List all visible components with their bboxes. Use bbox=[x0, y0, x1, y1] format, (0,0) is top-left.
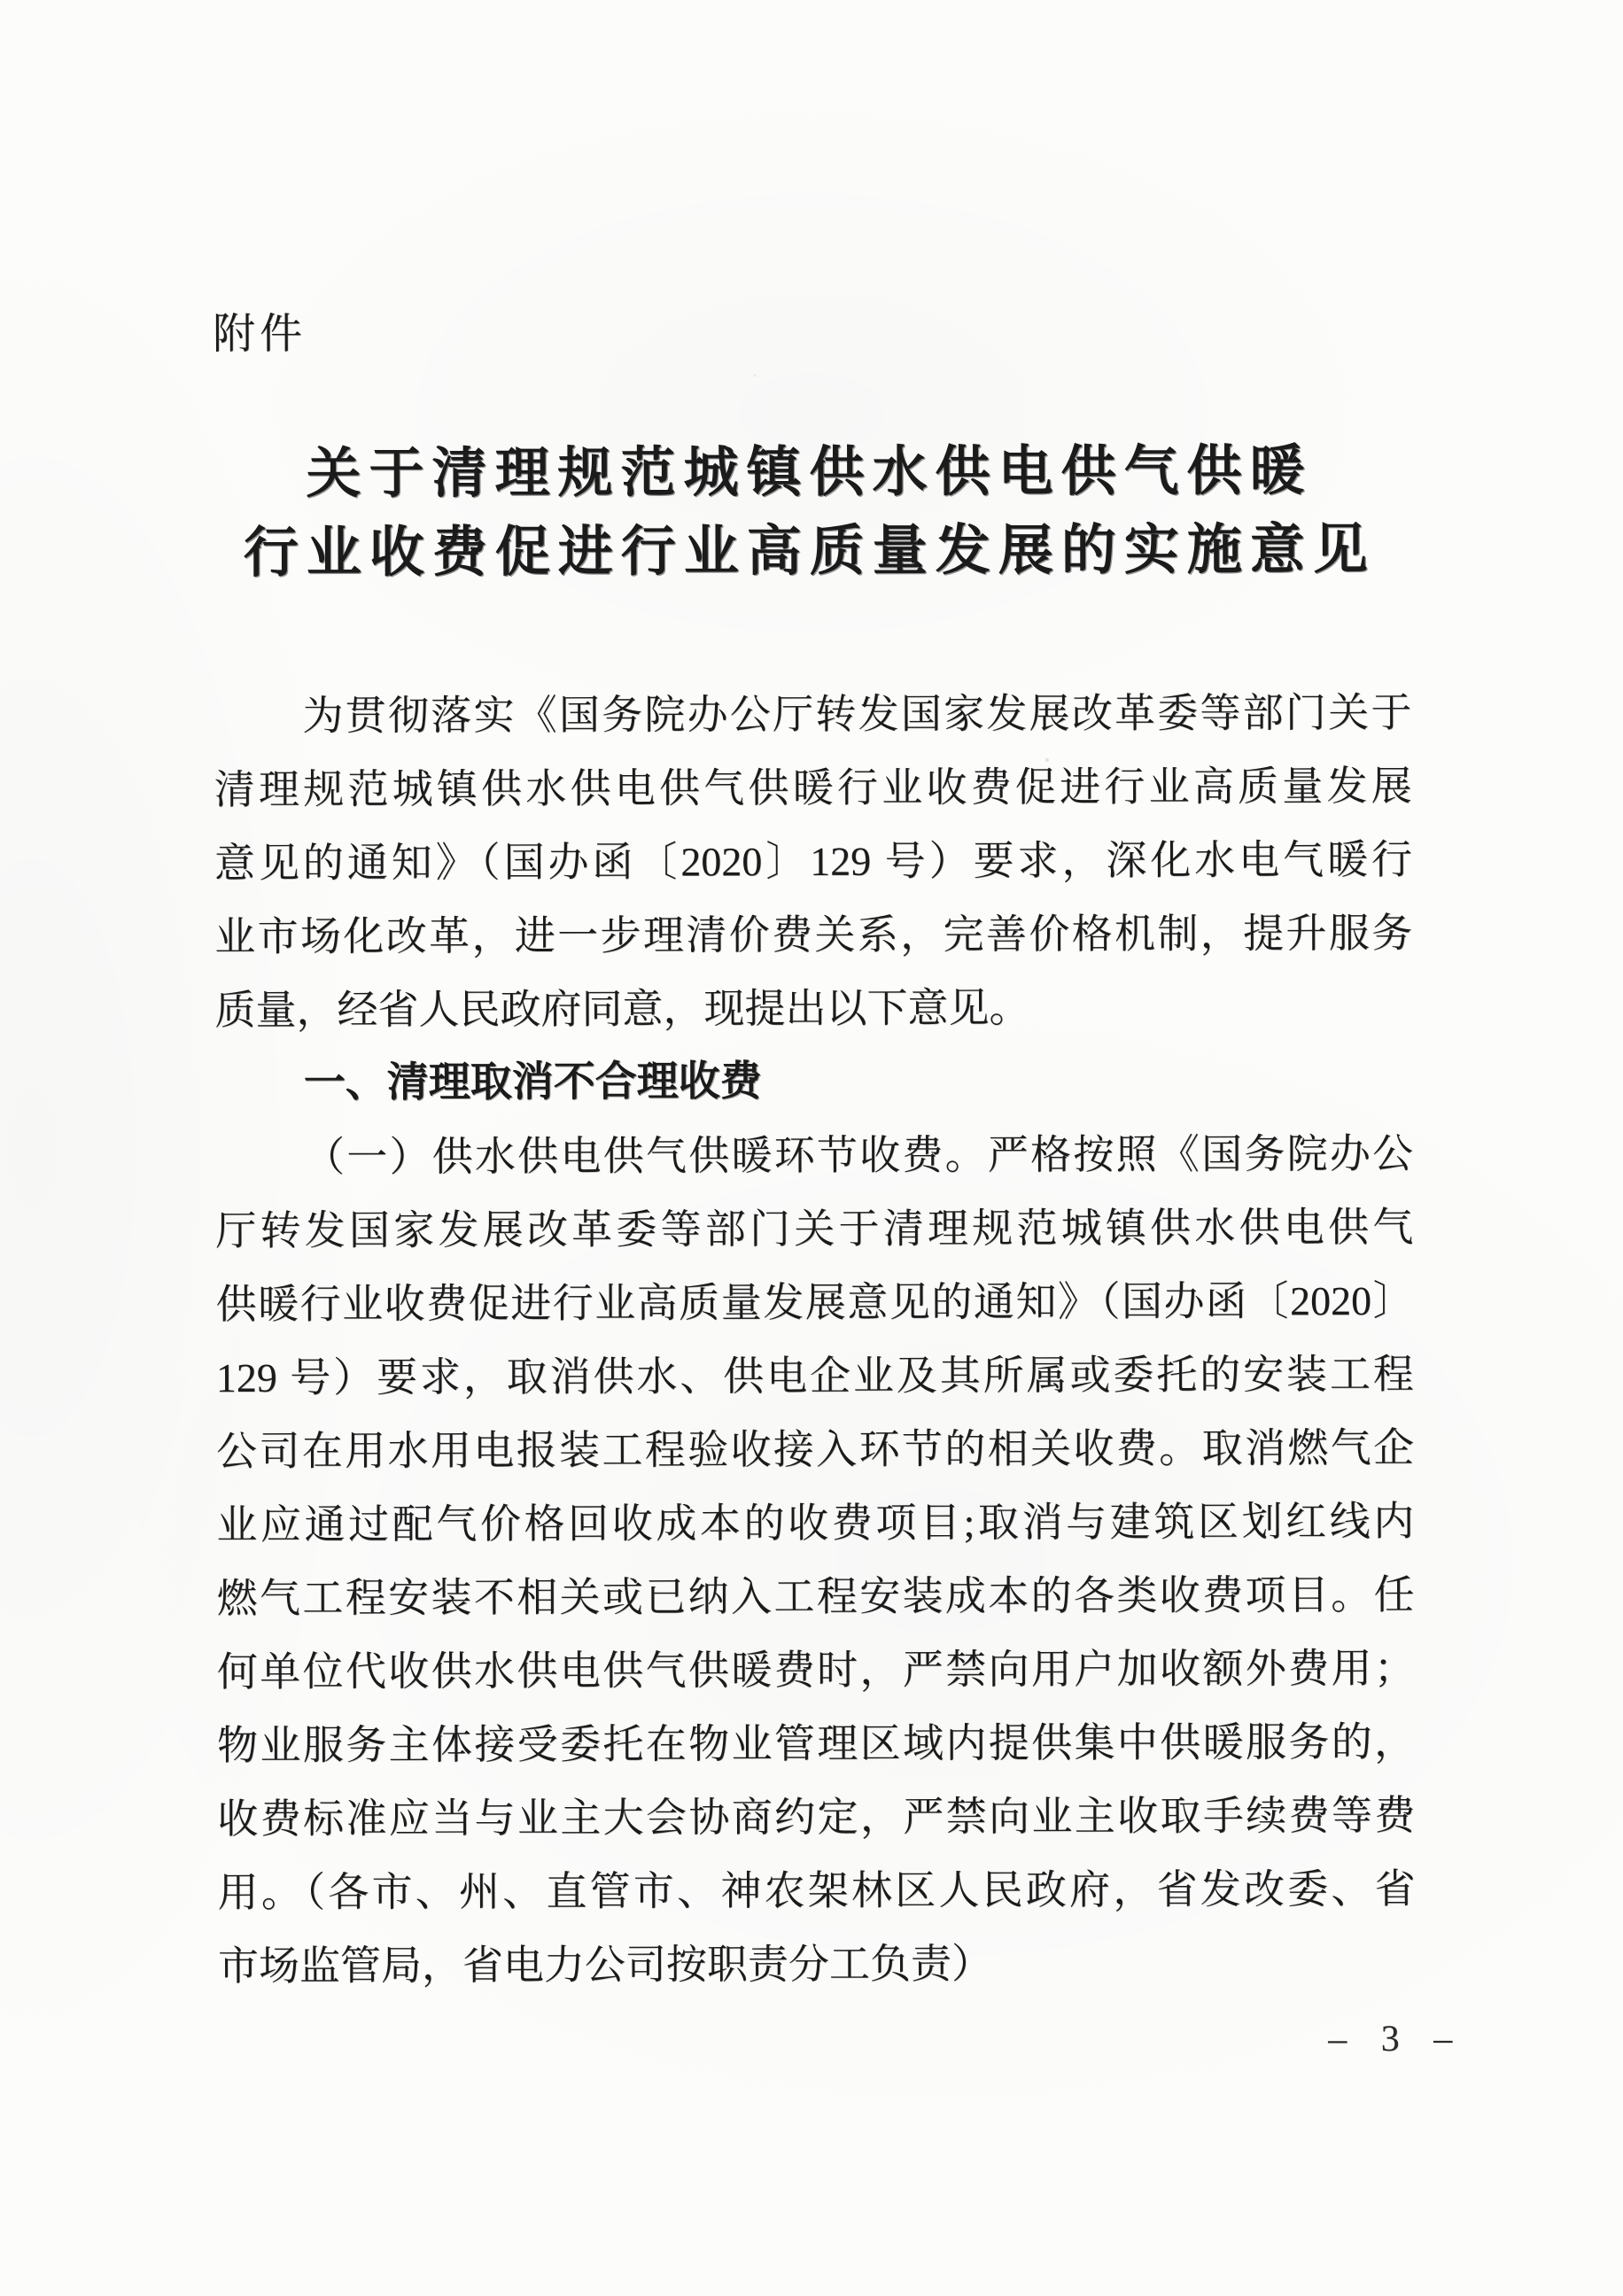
body-line: 物业服务主体接受委托在物业管理区域内提供集中供暖服务的， bbox=[217, 1718, 1416, 1769]
body-line: 用。（各市、州、直管市、神农架林区人民政府，省发改委、省 bbox=[217, 1866, 1416, 1916]
body-line: 供暖行业收费促进行业高质量发展意见的通知》（国办函〔2020〕 bbox=[215, 1277, 1414, 1328]
body-line: 燃气工程安装不相关或已纳入工程安装成本的各类收费项目。任 bbox=[216, 1571, 1415, 1622]
body-line: 清理规范城镇供水供电供气供暖行业收费促进行业高质量发展 bbox=[214, 763, 1412, 813]
attachment-label: 附件 bbox=[213, 310, 307, 359]
document-title-line-1: 关于清理规范城镇供水供电供气供暖 bbox=[306, 441, 1313, 505]
body-line: 厅转发国家发展改革委等部门关于清理规范城镇供水供电供气 bbox=[215, 1204, 1414, 1254]
document-body bbox=[214, 676, 1416, 2003]
body-line: 何单位代收供水供电供气供暖费时，严禁向用户加收额外费用； bbox=[216, 1645, 1415, 1695]
body-line: 公司在用水用电报装工程验收接入环节的相关收费。取消燃气企 bbox=[215, 1424, 1415, 1475]
body-line: 129 号）要求，取消供水、供电企业及其所属或委托的安装工程 bbox=[215, 1351, 1414, 1401]
body-line: 意见的通知》（国办函〔2020〕129 号）要求，深化水电气暖行 bbox=[214, 836, 1413, 887]
page-number: – 3 – bbox=[1328, 2018, 1465, 2060]
body-line: 质量，经省人民政府同意，现提出以下意见。 bbox=[214, 985, 1030, 1034]
body-line: 业应通过配气价格回收成本的收费项目;取消与建筑区划红线内 bbox=[216, 1498, 1415, 1548]
section-heading: 一、清理取消不合理收费 bbox=[303, 1059, 762, 1106]
document-title-line-2: 行业收费促进行业高质量发展的实施意见 bbox=[243, 519, 1376, 585]
body-line: 市场监管局，省电力公司按职责分工负责） bbox=[217, 1941, 992, 1990]
body-line: 业市场化改革，进一步理清价费关系，完善价格机制，提升服务 bbox=[214, 910, 1413, 960]
body-line: 收费标准应当与业主大会协商约定，严禁向业主收取手续费等费 bbox=[217, 1792, 1416, 1842]
document-title bbox=[0, 431, 1621, 594]
body-line: 为贯彻落实《国务院办公厅转发国家发展改革委等部门关于 bbox=[302, 689, 1412, 739]
body-line: （一）供水供电供气供暖环节收费。严格按照《国务院办公 bbox=[303, 1130, 1414, 1180]
